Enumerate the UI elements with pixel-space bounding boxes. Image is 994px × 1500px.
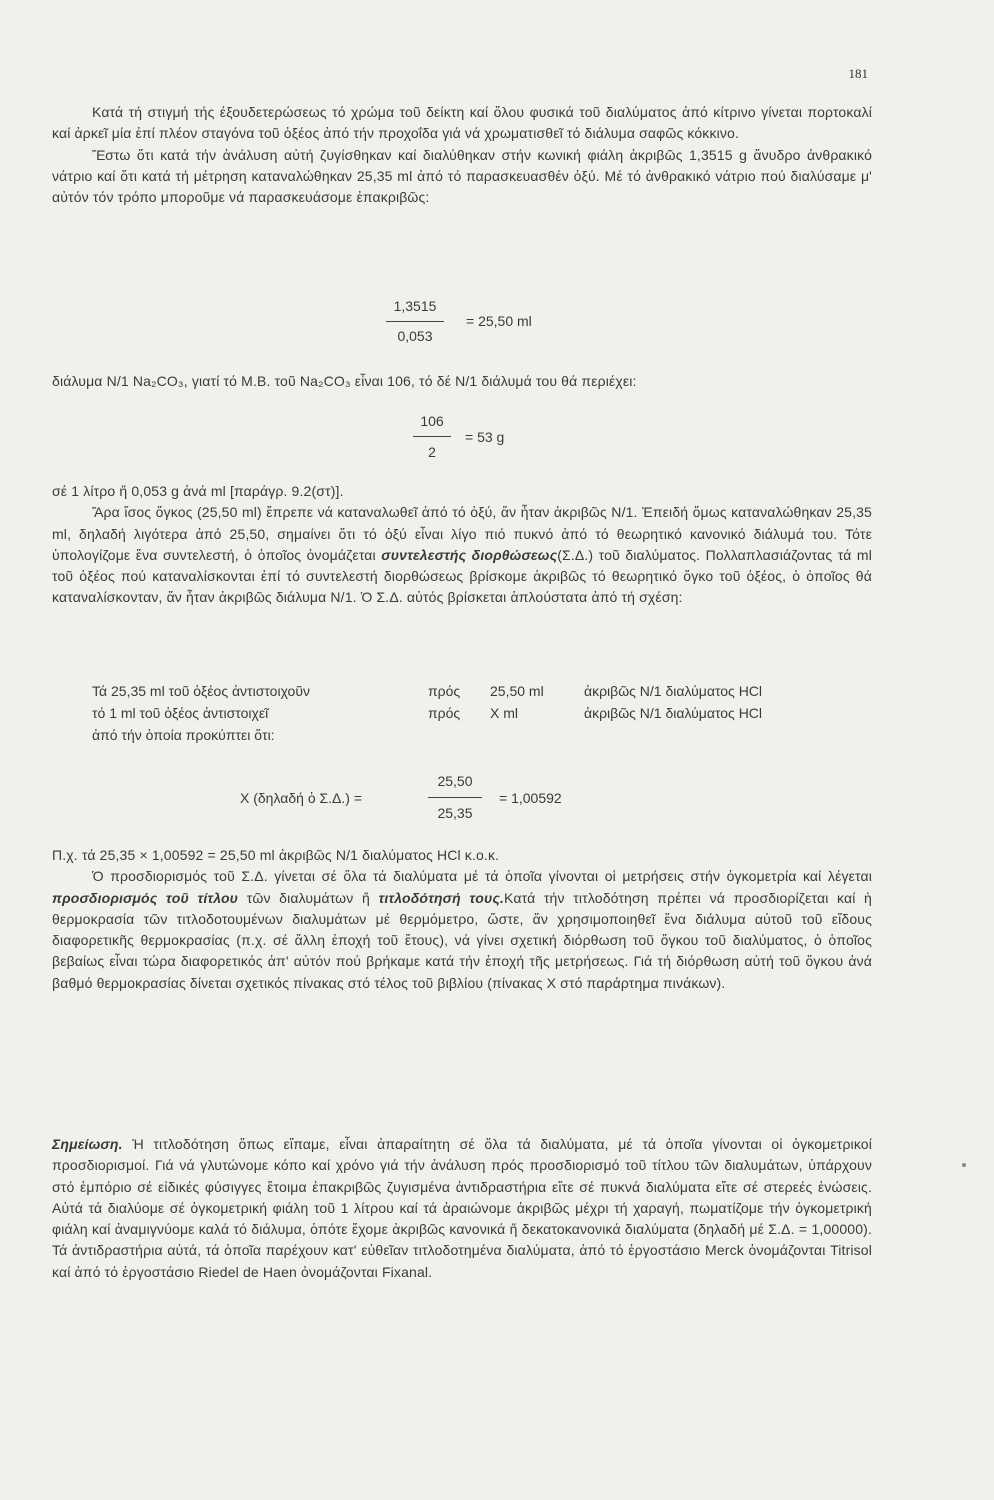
paragraph-na2co3: διάλυμα N/1 Na₂CO₃, γιατί τό M.B. τοῦ Na₂CO₃ εἶναι 106, τό δέ N/1 διάλυμά του θά περιέχει: bbox=[52, 373, 637, 389]
term-correction-factor: συντελεστής διορθώσεως bbox=[381, 546, 558, 563]
equation-1-numerator: 1,3515 bbox=[393, 298, 437, 314]
scan-speck bbox=[962, 1163, 966, 1167]
proportion-conclusion-text: ἀπό τήν ὁποία προκύπτει ὅτι: bbox=[92, 727, 275, 743]
equation-3-denominator: 25,35 bbox=[437, 805, 473, 821]
paragraph-titration-text-3: Κατά τήν τιτλοδότηση πρέπει νά προσδιορίζεται καί ἡ θερμοκρασία τῶν τιτλοδοτουμένων διαλυμάτων μέ θερμόμετρο, ὥστε, ἄν χρησιμοποιηθεῖ ἕνα διάλυμα αὐτοῦ τοῦ εἴδους διαφορετικῆς θερμοκρασίας (π.χ. σέ ἄλλη ἐποχή τοῦ ἔτους), νά γίνει σχετική διόρθωση τοῦ ὄγκου τοῦ διαλύματος, ὁ ὁποῖος βεβαίως εἶναι τώρα διαφορετικός ἀπ' αὐτόν πού βρήκαμε κατά τήν ἐποχή τῆς μετρήσεως. Γιά τή διόρθωση αὐτή τοῦ ὄγκου ἀνά βαθμό θερμοκρασίας δίνεται σχετικός πίνακας στό τέλος τοῦ βιβλίου (πίνακας X στό παράρτημα πινάκων). bbox=[52, 889, 872, 991]
paragraph-block-2 bbox=[52, 371, 872, 392]
term-titration: τιτλοδότησή τους. bbox=[378, 889, 505, 906]
equation-1 bbox=[386, 298, 586, 348]
equation-2 bbox=[413, 413, 573, 463]
equation-2-denominator: 2 bbox=[428, 444, 436, 460]
paragraph-analysis-example: Ἔστω ὅτι κατά τήν ἀνάλυση αὐτή ζυγίσθηκαν καί διαλύθηκαν στήν κωνική φιάλη ἀκριβῶς 1,3515 g ἄνυδρο ἀνθρακικό νάτριο καί ὅτι κατά τή μέτρηση καταναλώθηκαν 25,35 ml ἀπό τό παρασκευασθέν ὀξύ. Μέ τό ἀνθρακικό νάτριο πού διαλύσαμε μ' αὐτόν τόν τρόπο μποροῦμε νά παρασκευάσομε ἐπακριβῶς: bbox=[52, 146, 872, 206]
paragraph-example: Π.χ. τά 25,35 × 1,00592 = 25,50 ml ἀκριβῶς N/1 διαλύματος HCl κ.ο.κ. bbox=[52, 847, 500, 863]
equation-1-denominator: 0,053 bbox=[397, 328, 433, 344]
proportion-row-1-pros: πρός bbox=[428, 683, 461, 699]
equation-3-fraction-bar bbox=[428, 797, 482, 798]
paragraph-titration bbox=[52, 866, 872, 994]
paragraph-titration-text-1: Ὁ προσδιορισμός τοῦ Σ.Δ. γίνεται σέ ὅλα τά διαλύματα μέ τά ὁποῖα γίνονται οἱ μετρήσεις στήν ὀγκομετρία καί λέγεται bbox=[92, 868, 872, 885]
equation-2-numerator: 106 bbox=[420, 413, 444, 429]
equation-3-numerator: 25,50 bbox=[437, 773, 473, 789]
page-number: 181 bbox=[848, 66, 868, 81]
equation-2-result: = 53 g bbox=[465, 429, 505, 445]
paragraph-correction-factor bbox=[52, 502, 872, 608]
equation-3 bbox=[240, 773, 620, 825]
equation-2-fraction-bar bbox=[413, 436, 451, 437]
equation-3-result: = 1,00592 bbox=[499, 790, 562, 806]
note-label: Σημείωση. bbox=[52, 1136, 123, 1152]
note-paragraph bbox=[52, 1134, 872, 1283]
note-text: Ἡ τιτλοδότηση ὅπως εἴπαμε, εἶναι ἀπαραίτητη σέ ὅλα τά διαλύματα, μέ τά ὁποῖα γίνονται οἱ ὀγκομετρικοί προσδιορισμοί. Γιά νά γλυτώνομε κόπο καί χρόνο γιά τήν ἀνάλυση πρός προσδιορισμό τοῦ τίτλου τῶν διαλυμάτων, ὑπάρχουν στό ἐμπόριο σέ εἰδικές φύσιγγες ἕτοιμα ἐπακριβῶς ζυγισμένα ἀντιδραστήρια εἴτε σέ πυκνά διαλύματα εἴτε σέ στερεές ἑνώσεις. Αὐτά τά διαλύομε σέ ὀγκομετρική φιάλη τοῦ 1 λίτρου καί τά ἀραιώνομε ἀκριβῶς μέχρι τή χαραγή, πωματίζομε τήν ὀγκομετρική φιάλη καί ἀναμιγνύομε καλά τό διάλυμα, ὁπότε ἔχομε ἀκριβῶς κανονικά ἤ δεκατοκανονικά διαλύματα (δηλαδή μέ Σ.Δ. = 1,00000). Τά ἀντιδραστήρια αὐτά, τά ὁποῖα παρέχουν κατ' εὐθεῖαν τιτλοδοτημένα διαλύματα, ἀπό τό ἐργοστάσιο Merck ὀνομάζονται Titrisol καί ἀπό τό ἐργοστάσιο Riedel de Haen ὀνομάζονται Fixanal. bbox=[52, 1136, 872, 1280]
paragraph-block-4 bbox=[52, 845, 872, 994]
proportion-row-1-left: Τά 25,35 ml τοῦ ὀξέος ἀντιστοιχοῦν bbox=[92, 683, 310, 699]
paragraph-block-3 bbox=[52, 481, 872, 609]
paragraph-correction-factor-text-2: (Σ.Δ.) τοῦ διαλύματος. Πολλαπλασιάζοντας τά ml τοῦ ὀξέος πού καταναλίσκονται ἐπί τό συντελεστή διορθώσεως βρίσκομε ἀκριβῶς τό θεωρητικό ὄγκο τοῦ ὀξέος, ὁ ὁποῖος θά καταναλίσκονταν, ἄν ἦταν ἀκριβῶς διάλυμα N/1. Ὁ Σ.Δ. αὐτός βρίσκεται ἁπλούστατα ἀπό τή σχέση: bbox=[52, 546, 872, 606]
proportion-row-2-left: τό 1 ml τοῦ ὀξέος ἀντιστοιχεῖ bbox=[92, 705, 269, 721]
equation-3-lhs: X (δηλαδή ὁ Σ.Δ.) = bbox=[240, 790, 363, 806]
proportion-row-2-right: ἀκριβῶς N/1 διαλύματος HCl bbox=[584, 705, 763, 721]
proportion-row-1-right: ἀκριβῶς N/1 διαλύματος HCl bbox=[584, 683, 763, 699]
paragraph-color-change: Κατά τή στιγμή τής έξουδετερώσεως τό χρώμα τοῦ δείκτη καί ὅλου φυσικά τοῦ διαλύματος ἀπό κίτρινο γίνεται πορτοκαλί καί ἀρκεῖ μία ἐπί πλέον σταγόνα τοῦ ὀξέος ἀπό τήν προχοΐδα γιά νά χρωματισθεῖ τό διάλυμα σαφῶς κόκκινο. bbox=[52, 104, 872, 142]
paragraph-block-1 bbox=[52, 102, 872, 208]
note-block bbox=[52, 1134, 872, 1283]
proportion-row-1-value: 25,50 ml bbox=[490, 683, 544, 699]
paragraph-per-ml: σέ 1 λίτρο ἤ 0,053 g ἀνά ml [παράγρ. 9.2(στ)]. bbox=[52, 483, 344, 499]
equation-1-fraction-bar bbox=[386, 321, 444, 322]
paragraph-correction-factor-text: Ἄρα ἴσος ὄγκος (25,50 ml) ἔπρεπε νά καταναλωθεῖ ἀπό τό ὀξύ, ἄν ἦταν ἀκριβῶς N/1. Ἐπειδή ὅμως καταναλώθηκαν 25,35 ml, δηλαδή λιγότερα ἀπό 25,50, σημαίνει ὅτι τό ὀξύ εἶναι λίγο πιό πυκνό ἀπό τό θεωρητικό κανονικό διάλυμά του. Τότε ὑπολογίζομε ἕνα συντελεστή, ὁ ὁποῖος ὀνομάζεται bbox=[52, 504, 872, 563]
term-title-determination: προσδιορισμός τοῦ τίτλου bbox=[52, 889, 239, 906]
proportion-row-2-pros: πρός bbox=[428, 705, 461, 721]
paragraph-titration-text-2: τῶν διαλυμάτων ἤ bbox=[246, 889, 370, 906]
equation-1-result: = 25,50 ml bbox=[466, 313, 532, 329]
proportion-row-2-value: X ml bbox=[490, 705, 518, 721]
